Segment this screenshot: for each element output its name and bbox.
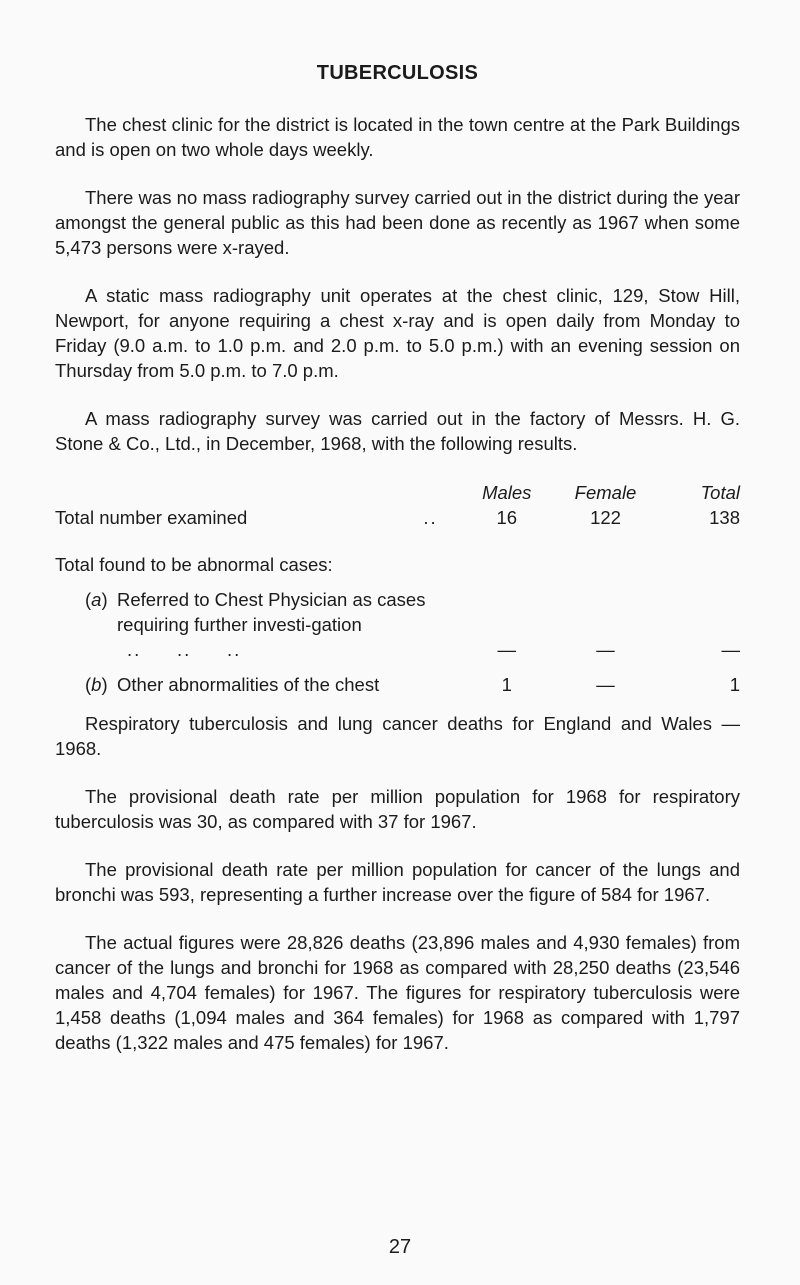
table-row-referred: [55, 587, 740, 662]
paragraph-no-survey: There was no mass radiography survey carried out in the district during the year amongst the general public as this had been done as recently as 1967 when some 5,473 persons were x-rayed.: [55, 187, 740, 258]
paragraph-actual-figures: The actual figures were 28,826 deaths (23,896 males and 4,930 females) from cancer of the lungs and bronchi for 1968 as compared with 28,250 deaths (23,546 males and 4,704 females) for 1967. The figures for respiratory tuberculosis were 1,458 deaths (1,094 males and 364 females) for 1968 as compared with 1,797 deaths (1,322 males and 475 females) for 1967.: [55, 932, 740, 1053]
abnormal-heading: Total found to be abnormal cases:: [55, 554, 333, 575]
total-examined-males: 16: [496, 507, 518, 528]
table-row-other: [55, 672, 740, 697]
total-examined-total: 138: [709, 507, 740, 528]
paragraph-static-unit: A static mass radiography unit operates at the chest clinic, 129, Stow Hill, Newport, for anyone requiring a chest x-ray and is open daily from Monday to Friday (9.0 a.m. to 1.0 p.m. and 2.0 p.m. to 5.0 p.m.) with an evening session on Thursday from 5.0 p.m. to 7.0 p.m.: [55, 285, 740, 381]
row-a-female: —: [596, 639, 615, 660]
row-a-label: Referred to Chest Physician as cases requiring further investi-gation: [117, 589, 426, 635]
table-row-total-examined: [55, 505, 740, 530]
results-table: [55, 480, 740, 697]
row-a-leader-dots: .. .. ..: [127, 639, 242, 660]
paragraph-cancer-rate: The provisional death rate per million population for cancer of the lungs and bronchi was 593, representing a further increase over the figure of 584 for 1967.: [55, 859, 740, 905]
row-b-tag: (b): [85, 674, 108, 695]
paragraph-deaths-heading: Respiratory tuberculosis and lung cancer deaths for England and Wales — 1968.: [55, 713, 740, 759]
row-b-label: Other abnormalities of the chest: [117, 674, 380, 695]
row-b-total: 1: [729, 674, 740, 695]
row-a-tag: (a): [85, 589, 108, 610]
paragraph-factory-survey: A mass radiography survey was carried out in the factory of Messrs. H. G. Stone & Co., Ltd., in December, 1968, with the following results.: [55, 408, 740, 454]
table-row-abnormal-heading: [55, 552, 740, 577]
page-number: 27: [388, 1236, 412, 1258]
total-examined-female: 122: [590, 507, 621, 528]
header-males: Males: [482, 482, 532, 503]
paragraph-tb-rate: The provisional death rate per million population for 1968 for respiratory tuberculosis was 30, as compared with 37 for 1967.: [55, 786, 740, 832]
total-examined-label: Total number examined: [55, 507, 248, 528]
paragraph-clinic-location: The chest clinic for the district is located in the town centre at the Park Buildings and is open on two whole days weekly.: [55, 114, 740, 160]
header-female: Female: [574, 482, 637, 503]
document-page: [55, 62, 740, 1055]
leader-dots: ..: [423, 507, 438, 528]
page-title: TUBERCULOSIS: [316, 62, 479, 84]
table-header-row: [55, 480, 740, 505]
row-a-total: —: [721, 639, 740, 660]
row-b-males: 1: [501, 674, 512, 695]
row-b-female: —: [596, 674, 615, 695]
row-a-males: —: [497, 639, 516, 660]
header-total: Total: [700, 482, 740, 503]
